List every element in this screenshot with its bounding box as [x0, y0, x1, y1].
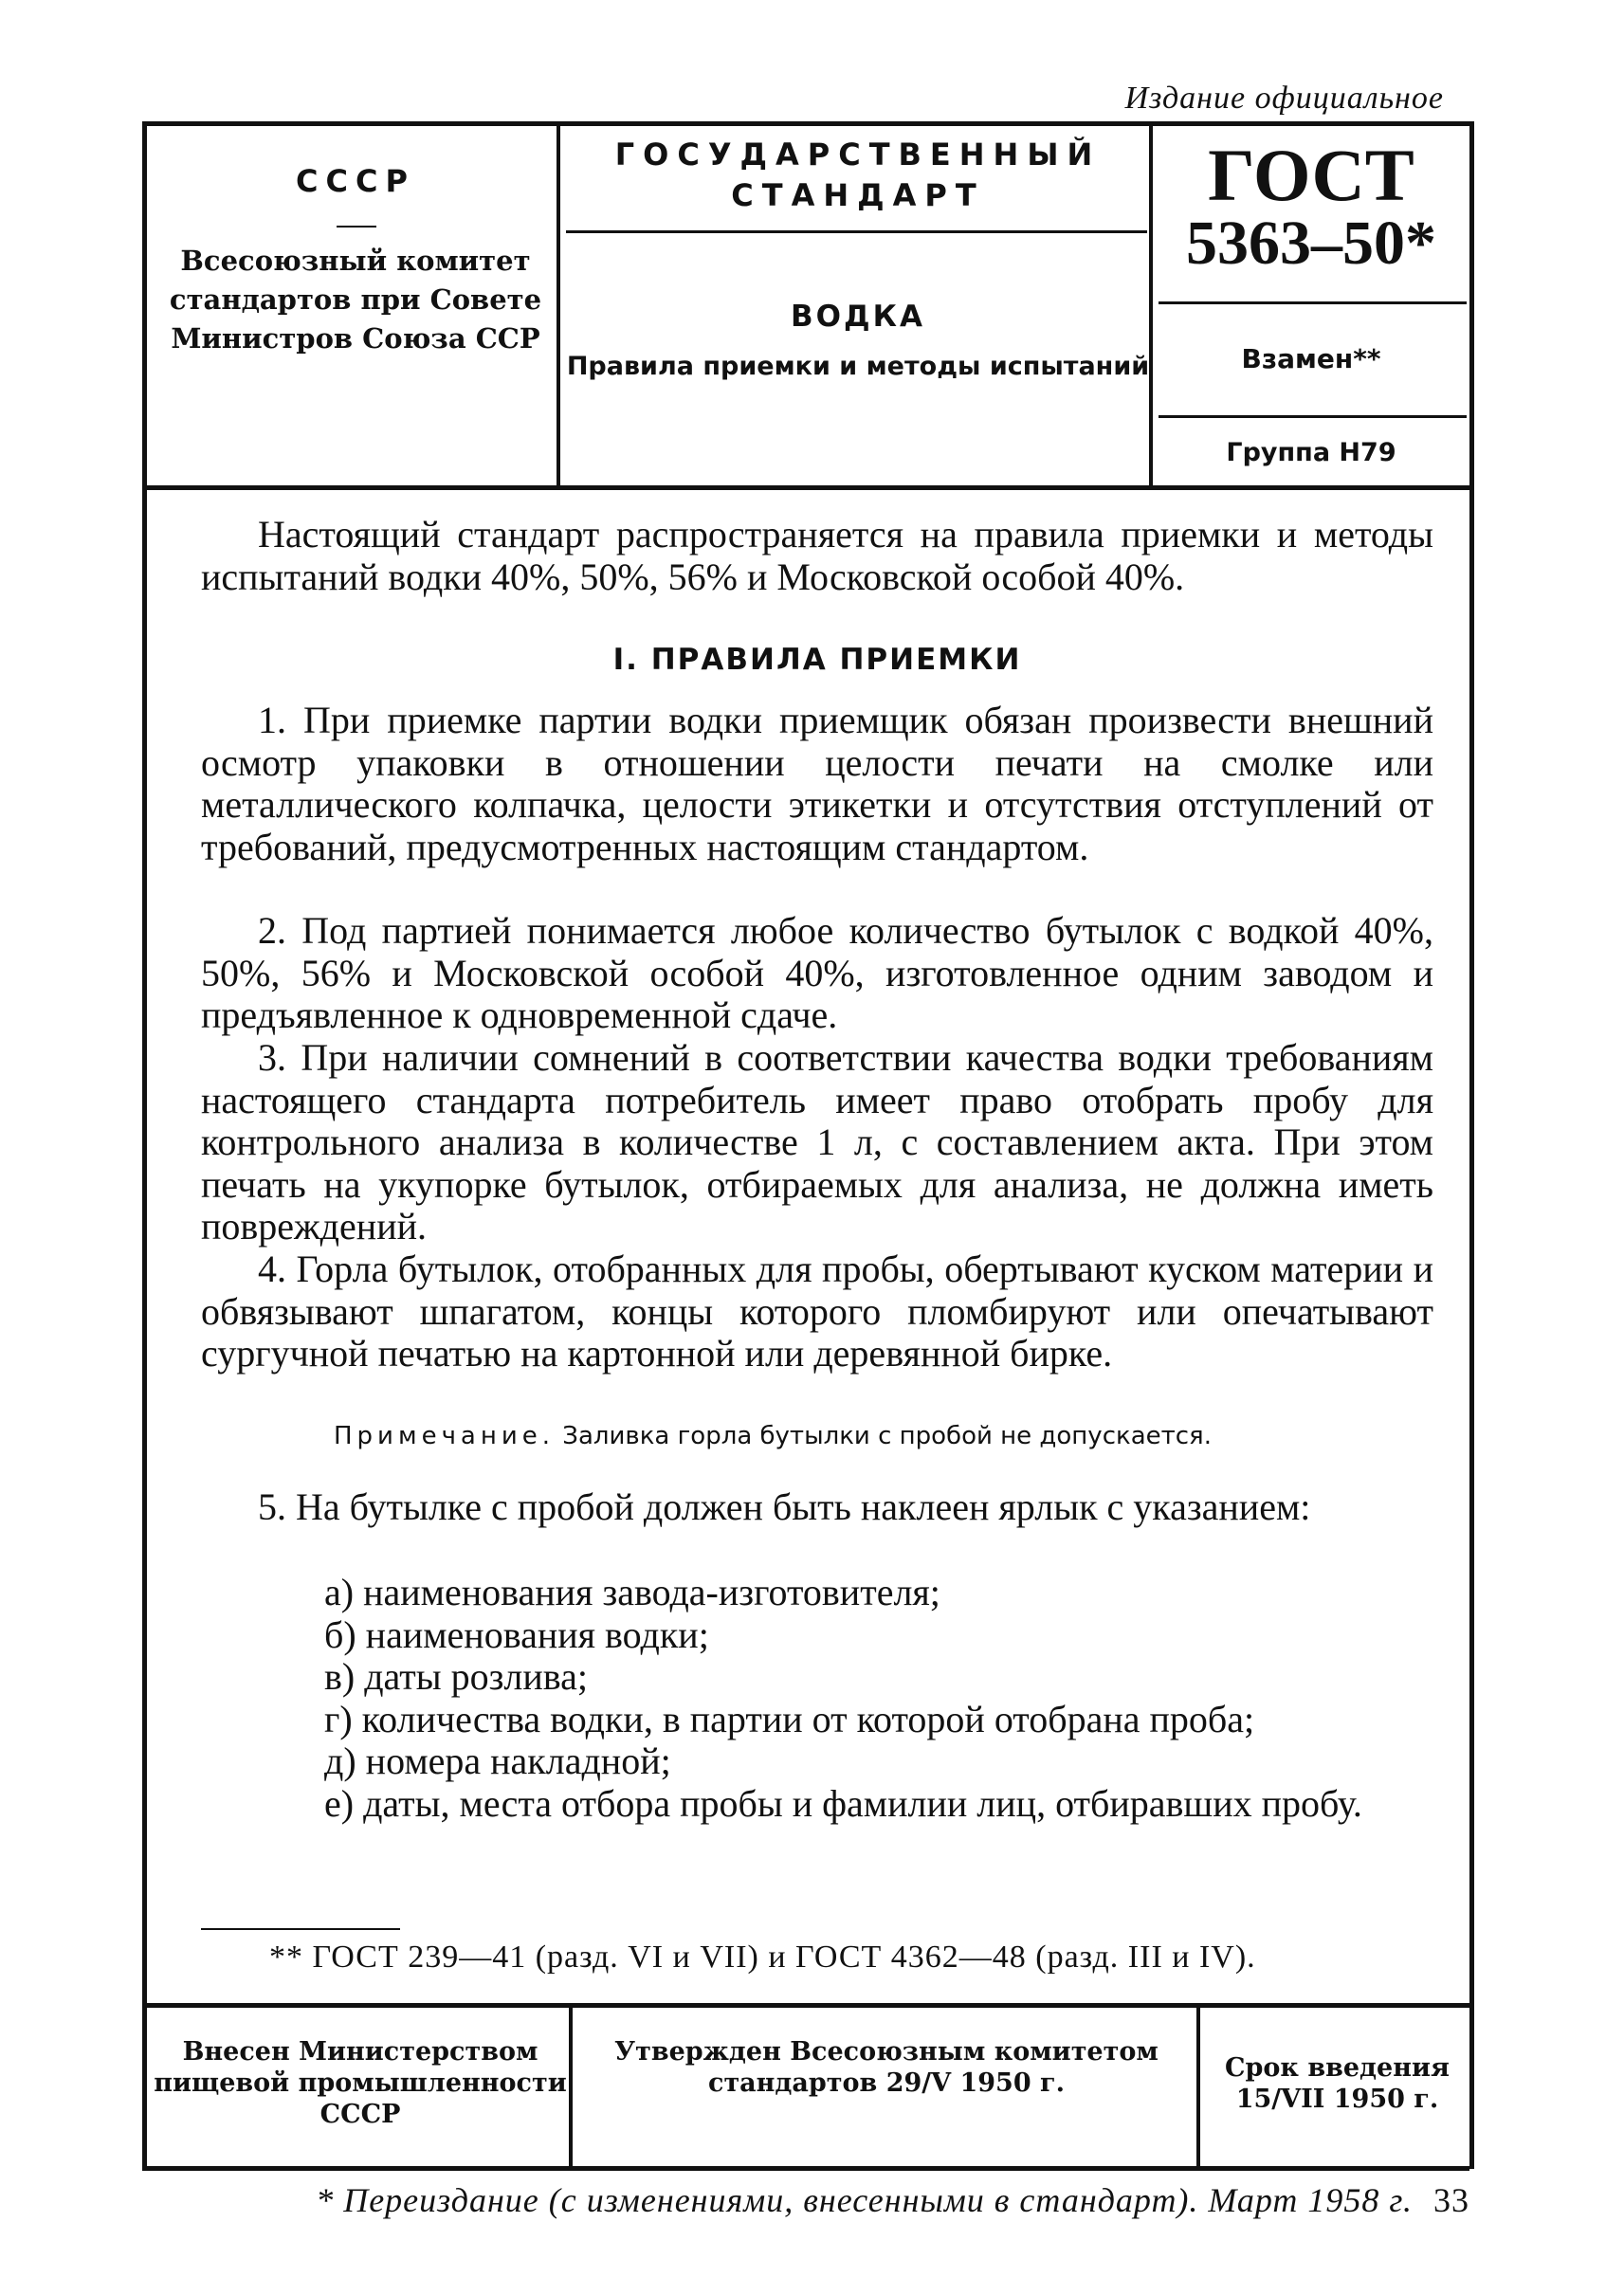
header-center-rule [566, 230, 1147, 233]
approved-by: Утвержден Всесоюзным комитетом стандартов 29/V 1950 г. [614, 2037, 1159, 2098]
paragraph-5: 5. На бутылке с пробой должен быть наклеен ярлык с указанием: [258, 1485, 1311, 1528]
section-title: I. ПРАВИЛА ПРИЕМКИ [612, 643, 1022, 677]
footer-bottom-rule [142, 2166, 1469, 2171]
product-title: ВОДКА [791, 300, 925, 334]
list-item: в) даты розлива; [324, 1655, 589, 1698]
edition-label: Издание официальное [1124, 81, 1444, 116]
paragraph-1: 1. При приемке партии водки приемщик обязан произвести внешний осмотр упаковки в отношении целости печати на смолке или металлического колпачка, целости этикетки и отсутствия отступлений от требований, предусмотренных настоящим стандартом. [201, 699, 1433, 868]
footer-top-rule [142, 2003, 1469, 2008]
effective-date: Срок введения 15/VII 1950 г. [1225, 2053, 1450, 2114]
footnote-rule [201, 1928, 400, 1930]
intro-paragraph: Настоящий стандарт распространяется на правила приемки и методы испытаний водки 40%, 50%, 56% и Московской особой 40%. [201, 513, 1433, 598]
note [201, 1422, 1433, 1450]
standard-subtitle: Правила приемки и методы испытаний [566, 352, 1150, 381]
paragraph-4: 4. Горла бутылок, отобранных для пробы, обертывают куском материи и обвязывают шпагатом, концы которого пломбируют или опечатывают сургучной печатью на картонной или деревянной бирке. [201, 1248, 1433, 1375]
group-label: Группа Н79 [1226, 438, 1396, 467]
label-requirements-list [201, 1572, 1433, 1825]
list-item: г) количества водки, в партии от которой отобрана проба; [324, 1697, 1255, 1740]
note-text: Заливка горла бутылки с пробой не допускается. [562, 1422, 1212, 1450]
ussr-label: СССР [296, 163, 415, 199]
ussr-dash [337, 226, 376, 228]
page-number: 33 [1433, 2181, 1469, 2219]
introduced-by: Внесен Министерством пищевой промышленности СССР [154, 2037, 567, 2129]
footnote: ** ГОСТ 239—41 (разд. VI и VII) и ГОСТ 4362—48 (разд. III и IV). [269, 1940, 1256, 1975]
list-item: д) номера накладной; [324, 1739, 671, 1782]
header-right-rule-2 [1159, 415, 1467, 418]
footer-divider-left [569, 2008, 573, 2167]
header-right-rule-1 [1159, 301, 1467, 304]
gost-number: 5363–50* [1186, 209, 1436, 278]
list-item: б) наименования водки; [324, 1612, 709, 1656]
state-standard-title: ГОСУДАРСТВЕННЫЙ СТАНДАРТ [614, 137, 1102, 213]
list-item: а) наименования завода-изготовителя; [324, 1571, 940, 1613]
paragraph-3: 3. При наличии сомнений в соответствии качества водки требованиям настоящего стандарта потребитель имеет право отобрать пробу для контрольного анализа в количестве 1 л, с составлением акта. При этом печать на укупорке бутылок, отбираемых для анализа, не должна иметь повреждений. [201, 1036, 1433, 1248]
replaces-label: Взамен** [1241, 343, 1381, 374]
list-item: е) даты, места отбора пробы и фамилии лиц, отбиравших пробу. [324, 1781, 1362, 1825]
note-label: Примечание. [334, 1422, 556, 1450]
frame-top-rule [142, 121, 1469, 126]
paragraph-2: 2. Под партией понимается любое количество бутылок с водкой 40%, 50%, 56% и Московской особой 40%, изготовленное одним заводом и предъявленное к одновременной сдаче. [201, 909, 1433, 1036]
reissue-note [142, 2180, 1469, 2220]
committee-label: Всесоюзный комитет стандартов при Совете Министров Союза ССР [169, 245, 542, 355]
header-bottom-rule [142, 485, 1469, 490]
gost-label: ГОСТ [1208, 134, 1414, 216]
reissue-text: * Переиздание (с изменениями, внесенными в стандарт). Март 1958 г. [316, 2181, 1413, 2219]
